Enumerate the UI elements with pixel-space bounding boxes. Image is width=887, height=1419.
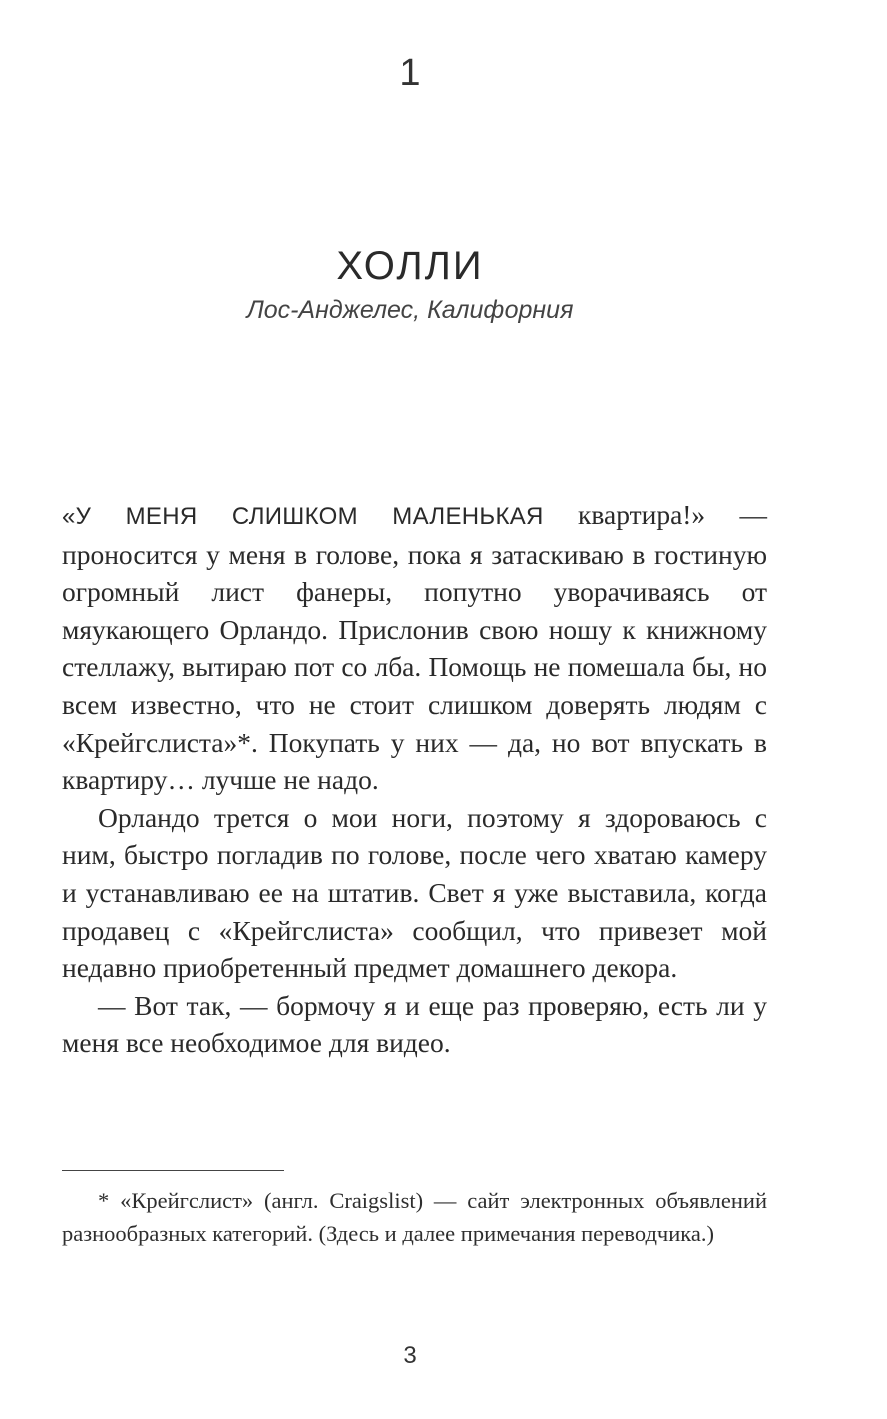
lead-caps: «У МЕНЯ СЛИШКОМ МАЛЕНЬКАЯ xyxy=(62,503,544,530)
footnote-divider xyxy=(62,1170,284,1171)
page-number: 3 xyxy=(403,1342,417,1369)
footnote: * «Крейгслист» (англ. Craigslist) — сайт электронных объявлений разнообразных категорий. (Здесь и далее примечания переводчика.) xyxy=(62,1188,767,1246)
body-text xyxy=(62,496,767,1062)
paragraph-3: — Вот так, — бормочу я и еще раз проверяю, есть ли у меня все необходимое для видео. xyxy=(62,989,767,1059)
paragraph-1-text: квартира!» — проносится у меня в голове, пока я затаскиваю в гостиную огромный лист фанеры, попутно уворачиваясь от мяукающего Орландо. Прислонив свою ношу к книжному стеллажу, вытираю пот со лба. Помощь не помешала бы, но всем известно, что не стоит слишком доверять людям с «Крейгслиста»*. Покупать у них — да, но вот впускать в квартиру… лучше не надо. xyxy=(62,499,767,796)
chapter-subtitle: Лос-Анджелес, Калифорния xyxy=(246,296,574,324)
chapter-number: 1 xyxy=(399,52,421,94)
paragraph-1 xyxy=(62,496,767,799)
paragraph-2: Орландо трется о мои ноги, поэтому я здороваюсь с ним, быстро погладив по голове, после чего хватаю камеру и устанавливаю ее на штатив. Свет я уже выставила, когда продавец с «Крейгслиста» сообщил, что привезет мой недавно приобретенный предмет домашнего декора. xyxy=(62,801,767,984)
chapter-title: ХОЛЛИ xyxy=(336,244,484,288)
